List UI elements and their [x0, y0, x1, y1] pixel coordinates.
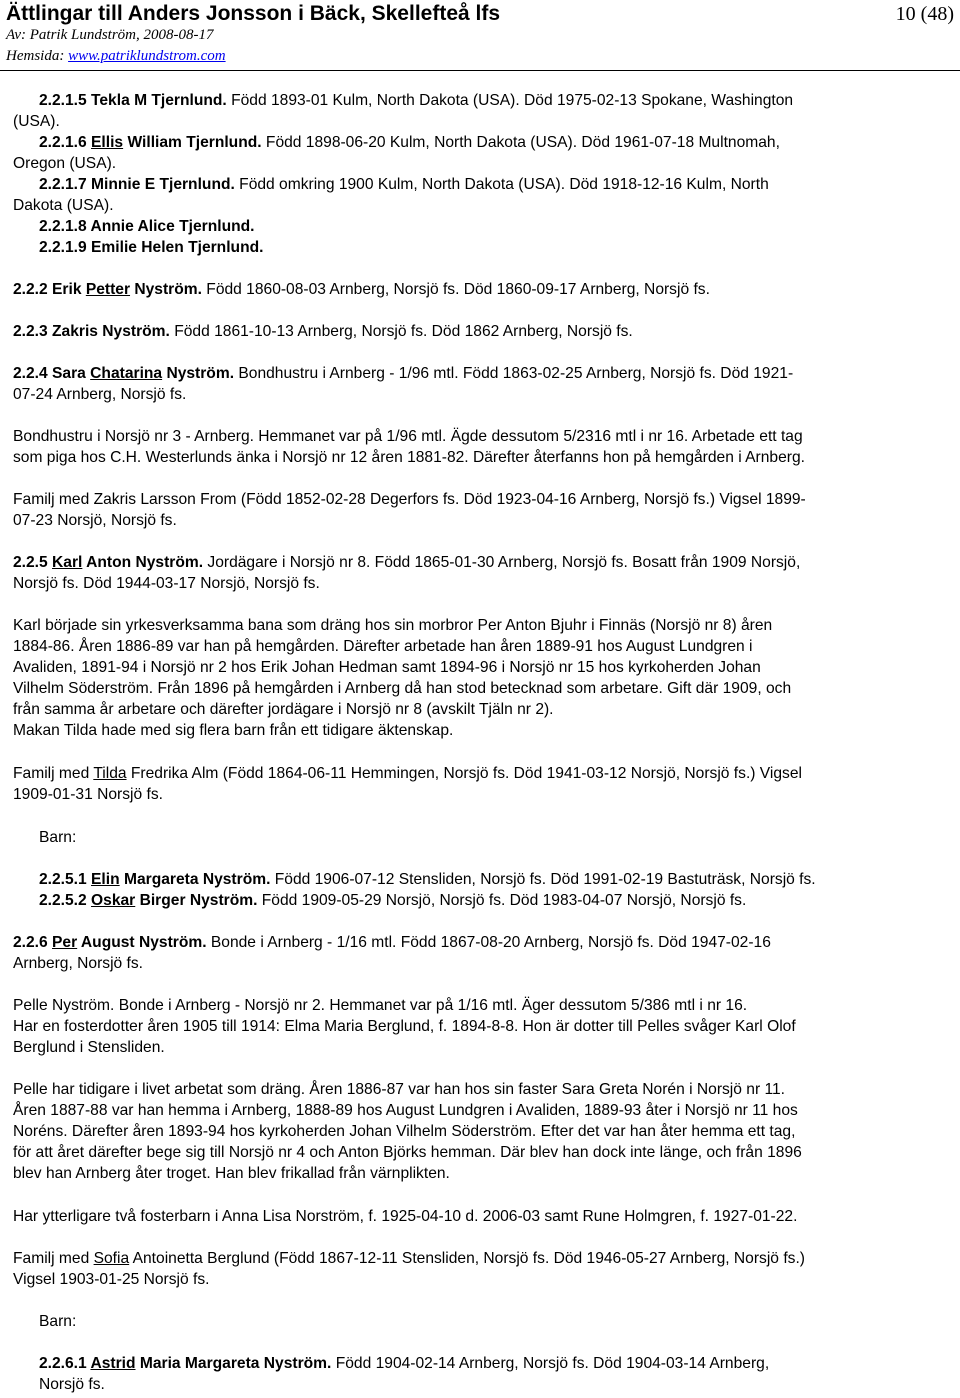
text-run: Pelle har tidigare i livet arbetat som dräng. Åren 1886-87 var han hos sin faster Sara Greta Norén i Norsjö nr 11.: [13, 1081, 785, 1098]
text-run: Norsjö fs. Död 1944-03-17 Norsjö, Norsjö fs.: [13, 575, 320, 592]
text-run: Född 1904-02-14 Arnberg, Norsjö fs. Död 1904-03-14 Arnberg,: [335, 1355, 770, 1372]
person-heading: 2.2.5.1: [39, 871, 92, 888]
person-heading: 2.2.1.7 Minnie E Tjernlund.: [39, 176, 240, 193]
underlined-name: Karl: [52, 554, 83, 571]
person-heading: 2.2.5: [13, 554, 53, 571]
header-divider: [0, 70, 960, 71]
person-heading: 2.2.1.9 Emilie Helen Tjernlund.: [39, 239, 264, 256]
text-run: från samma år arbetare och därefter jordägare i Norsjö nr 8 (avskilt Tjäln nr 2).: [13, 701, 554, 718]
text-line: [13, 447, 805, 468]
author-line: Av: Patrik Lundström, 2008-08-17: [6, 27, 214, 43]
text-run: 1909-01-31 Norsjö fs.: [13, 786, 163, 803]
text-run: Pelle Nyström. Bonde i Arnberg - Norsjö nr 2. Hemmanet var på 1/16 mtl. Äger dessutom 5/386 mtl i nr 16.: [13, 997, 748, 1014]
underlined-name: Ellis: [91, 134, 124, 151]
text-line: [13, 995, 747, 1016]
text-line: [13, 1016, 796, 1037]
text-line: [13, 279, 710, 300]
text-run: Jordägare i Norsjö nr 8. Född 1865-01-30 Arnberg, Norsjö fs. Bosatt från 1909 Norsjö,: [207, 554, 801, 571]
text-run: Oregon (USA).: [13, 155, 117, 172]
text-line: [13, 384, 186, 405]
text-line: [13, 1037, 165, 1058]
text-run: Vilhelm Söderström. Från 1896 på hemgården i Arnberg då han stod betecknad som arbetare. Gift där 1909, och: [13, 680, 792, 697]
person-heading: 2.2.5.2: [39, 892, 92, 909]
person-heading: 2.2.4 Sara: [13, 365, 91, 382]
person-heading: 2.2.6: [13, 934, 53, 951]
text-line: [13, 699, 554, 720]
page-number: 10 (48): [895, 3, 954, 25]
text-run: Bondhustru i Arnberg - 1/96 mtl. Född 1863-02-25 Arnberg, Norsjö fs. Död 1921-: [238, 365, 794, 382]
text-line: [39, 174, 769, 195]
text-run: Har ytterligare två fosterbarn i Anna Lisa Norström, f. 1925-04-10 d. 2006-03 samt Rune Holmgren, f. 1927-01-22.: [13, 1208, 798, 1225]
text-line: [13, 784, 163, 805]
text-line: [13, 953, 143, 974]
text-line: [13, 657, 761, 678]
text-run: Vigsel 1903-01-25 Norsjö fs.: [13, 1271, 210, 1288]
text-line: [39, 237, 263, 258]
underlined-name: Tilda: [93, 765, 127, 782]
person-heading: Nyström.: [130, 281, 207, 298]
text-run: Bonde i Arnberg - 1/16 mtl. Född 1867-08-20 Arnberg, Norsjö fs. Död 1947-02-16: [210, 934, 771, 951]
text-line: [39, 132, 780, 153]
person-heading: 2.2.2 Erik: [13, 281, 86, 298]
text-line: [13, 932, 771, 953]
text-line: [13, 1142, 802, 1163]
text-line: [13, 1269, 209, 1290]
text-run: Barn:: [39, 1313, 77, 1330]
text-run: Makan Tilda hade med sig flera barn från ett tidigare äktenskap.: [13, 722, 454, 739]
text-line: [13, 552, 800, 573]
person-heading: Margareta Nyström.: [119, 871, 275, 888]
text-line: [13, 153, 116, 174]
text-line: [13, 111, 60, 132]
text-run: Dakota (USA).: [13, 197, 114, 214]
text-line: [39, 1374, 105, 1395]
text-run: Född 1893-01 Kulm, North Dakota (USA). Död 1975-02-13 Spokane, Washington: [231, 92, 794, 109]
text-run: Familj med Zakris Larsson From (Född 1852-02-28 Degerfors fs. Död 1923-04-16 Arnberg, Norsjö fs.) Vigsel 1899-: [13, 491, 806, 508]
text-line: [13, 321, 633, 342]
text-run: 07-23 Norsjö, Norsjö fs.: [13, 512, 177, 529]
person-heading: Nyström.: [162, 365, 239, 382]
person-heading: Anton Nyström.: [82, 554, 208, 571]
text-line: [13, 1079, 785, 1100]
person-heading: 2.2.1.6: [39, 134, 92, 151]
text-run: Född 1898-06-20 Kulm, North Dakota (USA). Död 1961-07-18 Multnomah,: [265, 134, 780, 151]
text-line: [39, 890, 746, 911]
text-line: [13, 1206, 797, 1227]
text-line: [39, 216, 254, 237]
person-heading: 2.2.6.1: [39, 1355, 91, 1372]
text-run: 1884-86. Åren 1886-89 var han på hemgården. Därefter arbetade han åren 1889-91 hos August Lundgren i: [13, 638, 753, 655]
person-heading: 2.2.3 Zakris Nyström.: [13, 323, 175, 340]
website-link[interactable]: www.patriklundstrom.com: [68, 48, 226, 64]
text-line: [13, 615, 772, 636]
text-line: [13, 426, 803, 447]
website-line: [6, 48, 226, 65]
text-run: som piga hos C.H. Westerlunds änka i Norsjö nr 12 åren 1881-82. Därefter återfanns hon på hemgården i Arnberg.: [13, 449, 805, 466]
text-line: [39, 827, 76, 848]
text-line: [13, 678, 791, 699]
text-line: [13, 1248, 805, 1269]
document-title: Ättlingar till Anders Jonsson i Bäck, Skellefteå lfs: [6, 2, 501, 25]
person-heading: 2.2.1.5 Tekla M Tjernlund.: [39, 92, 232, 109]
text-line: [39, 1311, 76, 1332]
text-run: Karl började sin yrkesverksamma bana som dräng hos sin morbror Per Anton Bjuhr i Finnäs (Norsjö nr 8) åren: [13, 617, 773, 634]
text-line: [13, 573, 320, 594]
text-line: [13, 1163, 450, 1184]
underlined-name: Petter: [85, 281, 131, 298]
text-run: blev han Arnberg åter troget. Han blev frikallad från värnplikten.: [13, 1165, 450, 1182]
text-line: [13, 489, 806, 510]
text-run: Arnberg, Norsjö fs.: [13, 955, 143, 972]
text-run: Barn:: [39, 829, 77, 846]
underlined-name: Astrid: [90, 1355, 136, 1372]
text-line: [13, 720, 453, 741]
text-line: [13, 195, 114, 216]
text-line: [13, 636, 753, 657]
text-line: [39, 869, 816, 890]
text-run: Noréns. Därefter åren 1893-94 hos kyrkoherden Johan Vilhelm Söderström. Efter det var han åter hemma ett tag,: [13, 1123, 796, 1140]
text-run: Har en fosterdotter åren 1905 till 1914: Elma Maria Berglund, f. 1894-8-8. Hon är dotter till Pelles svåger Karl Olof: [13, 1018, 796, 1035]
text-run: Född omkring 1900 Kulm, North Dakota (USA). Död 1918-12-16 Kulm, North: [239, 176, 769, 193]
text-line: [39, 1353, 769, 1374]
text-run: Född 1909-05-29 Norsjö, Norsjö fs. Död 1983-04-07 Norsjö, Norsjö fs.: [261, 892, 747, 909]
text-run: Familj med: [13, 765, 94, 782]
underlined-name: Per: [52, 934, 78, 951]
underlined-name: Sofia: [93, 1250, 130, 1267]
text-line: [13, 363, 793, 384]
text-run: Född 1860-08-03 Arnberg, Norsjö fs. Död 1860-09-17 Arnberg, Norsjö fs.: [206, 281, 710, 298]
text-run: för att året därefter bege sig till Norsjö nr 4 och Anton Björks hemman. Där blev han dock inte länge, och från 1896: [13, 1144, 802, 1161]
text-run: Åren 1887-88 var han hemma i Arnberg, 1888-89 hos August Lundgren i Avaliden, 1889-93 åter i Norsjö nr 11 hos: [13, 1102, 798, 1119]
text-run: Bondhustru i Norsjö nr 3 - Arnberg. Hemmanet var på 1/96 mtl. Ägde dessutom 5/2316 mtl i nr 16. Arbetade ett tag: [13, 428, 803, 445]
text-run: Familj med: [13, 1250, 94, 1267]
text-run: Avaliden, 1891-94 i Norsjö nr 2 hos Erik Johan Hedman samt 1894-96 i Norsjö nr 15 hos kyrkoherden Johan: [13, 659, 761, 676]
text-line: [13, 763, 802, 784]
text-run: 07-24 Arnberg, Norsjö fs.: [13, 386, 187, 403]
text-run: Antoinetta Berglund (Född 1867-12-11 Stensliden, Norsjö fs. Död 1946-05-27 Arnberg, Norsjö fs.): [129, 1250, 805, 1267]
text-run: Norsjö fs.: [39, 1376, 105, 1393]
person-heading: 2.2.1.8 Annie Alice Tjernlund.: [39, 218, 255, 235]
underlined-name: Oskar: [91, 892, 136, 909]
underlined-name: Chatarina: [90, 365, 163, 382]
text-run: Född 1906-07-12 Stensliden, Norsjö fs. Död 1991-02-19 Bastuträsk, Norsjö fs.: [274, 871, 816, 888]
text-line: [13, 1100, 798, 1121]
person-heading: William Tjernlund.: [123, 134, 266, 151]
text-line: [13, 1121, 795, 1142]
text-run: Född 1861-10-13 Arnberg, Norsjö fs. Död 1862 Arnberg, Norsjö fs.: [174, 323, 633, 340]
website-label: Hemsida:: [6, 48, 69, 64]
text-run: Fredrika Alm (Född 1864-06-11 Hemmingen, Norsjö fs. Död 1941-03-12 Norsjö, Norsjö fs.) Vigsel: [126, 765, 802, 782]
text-line: [13, 510, 177, 531]
person-heading: Maria Margareta Nyström.: [135, 1355, 336, 1372]
text-line: [39, 90, 793, 111]
person-heading: August Nyström.: [77, 934, 211, 951]
underlined-name: Elin: [91, 871, 120, 888]
text-run: Berglund i Stensliden.: [13, 1039, 165, 1056]
person-heading: Birger Nyström.: [135, 892, 262, 909]
text-run: (USA).: [13, 113, 60, 130]
